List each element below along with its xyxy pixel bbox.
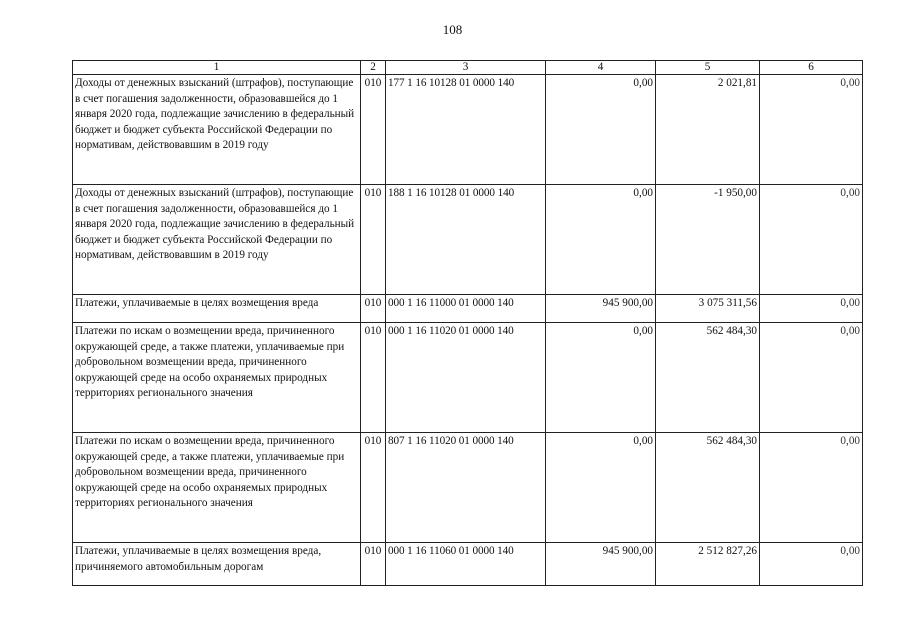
amount-col6-cell: 0,00 [760, 295, 863, 323]
row-name-cell: Платежи по искам о возмещении вреда, причиненного окружающей среде, а также платежи, уплачиваемые при добровольном возмещении вреда, причиненного окружающей среде на особо охраняемых природных территориях регионального значения [73, 433, 361, 543]
amount-col4-cell: 0,00 [546, 323, 656, 433]
row-name-cell: Платежи по искам о возмещении вреда, причиненного окружающей среде, а также платежи, уплачиваемые при добровольном возмещении вреда, причиненного окружающей среде на особо охраняемых природных территориях регионального значения [73, 323, 361, 433]
admin-code-cell: 010 [361, 543, 386, 586]
amount-col4-cell: 945 900,00 [546, 543, 656, 586]
amount-col5-cell: -1 950,00 [656, 185, 760, 295]
amount-col5-cell: 3 075 311,56 [656, 295, 760, 323]
column-header-1: 1 [73, 61, 361, 75]
row-name-cell: Платежи, уплачиваемые в целях возмещения вреда [73, 295, 361, 323]
amount-col4-cell: 0,00 [546, 185, 656, 295]
page-number: 108 [442, 22, 463, 37]
table-row [73, 323, 863, 433]
amount-col6-cell: 0,00 [760, 543, 863, 586]
budget-code-cell: 000 1 16 11060 01 0000 140 [386, 543, 546, 586]
column-header-5: 5 [656, 61, 760, 75]
table-row [73, 433, 863, 543]
amount-col6-cell: 0,00 [760, 75, 863, 185]
admin-code-cell: 010 [361, 75, 386, 185]
amount-col5-cell: 562 484,30 [656, 433, 760, 543]
admin-code-cell: 010 [361, 433, 386, 543]
amount-col4-cell: 0,00 [546, 75, 656, 185]
column-header-2: 2 [361, 61, 386, 75]
column-header-6: 6 [760, 61, 863, 75]
budget-code-cell: 188 1 16 10128 01 0000 140 [386, 185, 546, 295]
amount-col4-cell: 945 900,00 [546, 295, 656, 323]
amount-col5-cell: 562 484,30 [656, 323, 760, 433]
budget-code-cell: 807 1 16 11020 01 0000 140 [386, 433, 546, 543]
table-row [73, 185, 863, 295]
table-row [73, 543, 863, 586]
row-name-cell: Платежи, уплачиваемые в целях возмещения вреда, причиняемого автомобильным дорогам [73, 543, 361, 586]
admin-code-cell: 010 [361, 185, 386, 295]
column-header-4: 4 [546, 61, 656, 75]
amount-col4-cell: 0,00 [546, 433, 656, 543]
table-row [73, 295, 863, 323]
amount-col5-cell: 2 021,81 [656, 75, 760, 185]
amount-col5-cell: 2 512 827,26 [656, 543, 760, 586]
admin-code-cell: 010 [361, 323, 386, 433]
row-name-cell: Доходы от денежных взысканий (штрафов), поступающие в счет погашения задолженности, образовавшейся до 1 января 2020 года, подлежащие зачислению в федеральный бюджет и бюджет субъекта Российской Федерации по нормативам, действовавшим в 2019 году [73, 185, 361, 295]
row-name-cell: Доходы от денежных взысканий (штрафов), поступающие в счет погашения задолженности, образовавшейся до 1 января 2020 года, подлежащие зачислению в федеральный бюджет и бюджет субъекта Российской Федерации по нормативам, действовавшим в 2019 году [73, 75, 361, 185]
amount-col6-cell: 0,00 [760, 185, 863, 295]
budget-code-cell: 177 1 16 10128 01 0000 140 [386, 75, 546, 185]
amount-col6-cell: 0,00 [760, 323, 863, 433]
budget-code-cell: 000 1 16 11000 01 0000 140 [386, 295, 546, 323]
column-header-3: 3 [386, 61, 546, 75]
amount-col6-cell: 0,00 [760, 433, 863, 543]
budget-code-cell: 000 1 16 11020 01 0000 140 [386, 323, 546, 433]
table-row [73, 75, 863, 185]
header-row [73, 61, 863, 75]
admin-code-cell: 010 [361, 295, 386, 323]
budget-revenue-table [72, 60, 863, 586]
